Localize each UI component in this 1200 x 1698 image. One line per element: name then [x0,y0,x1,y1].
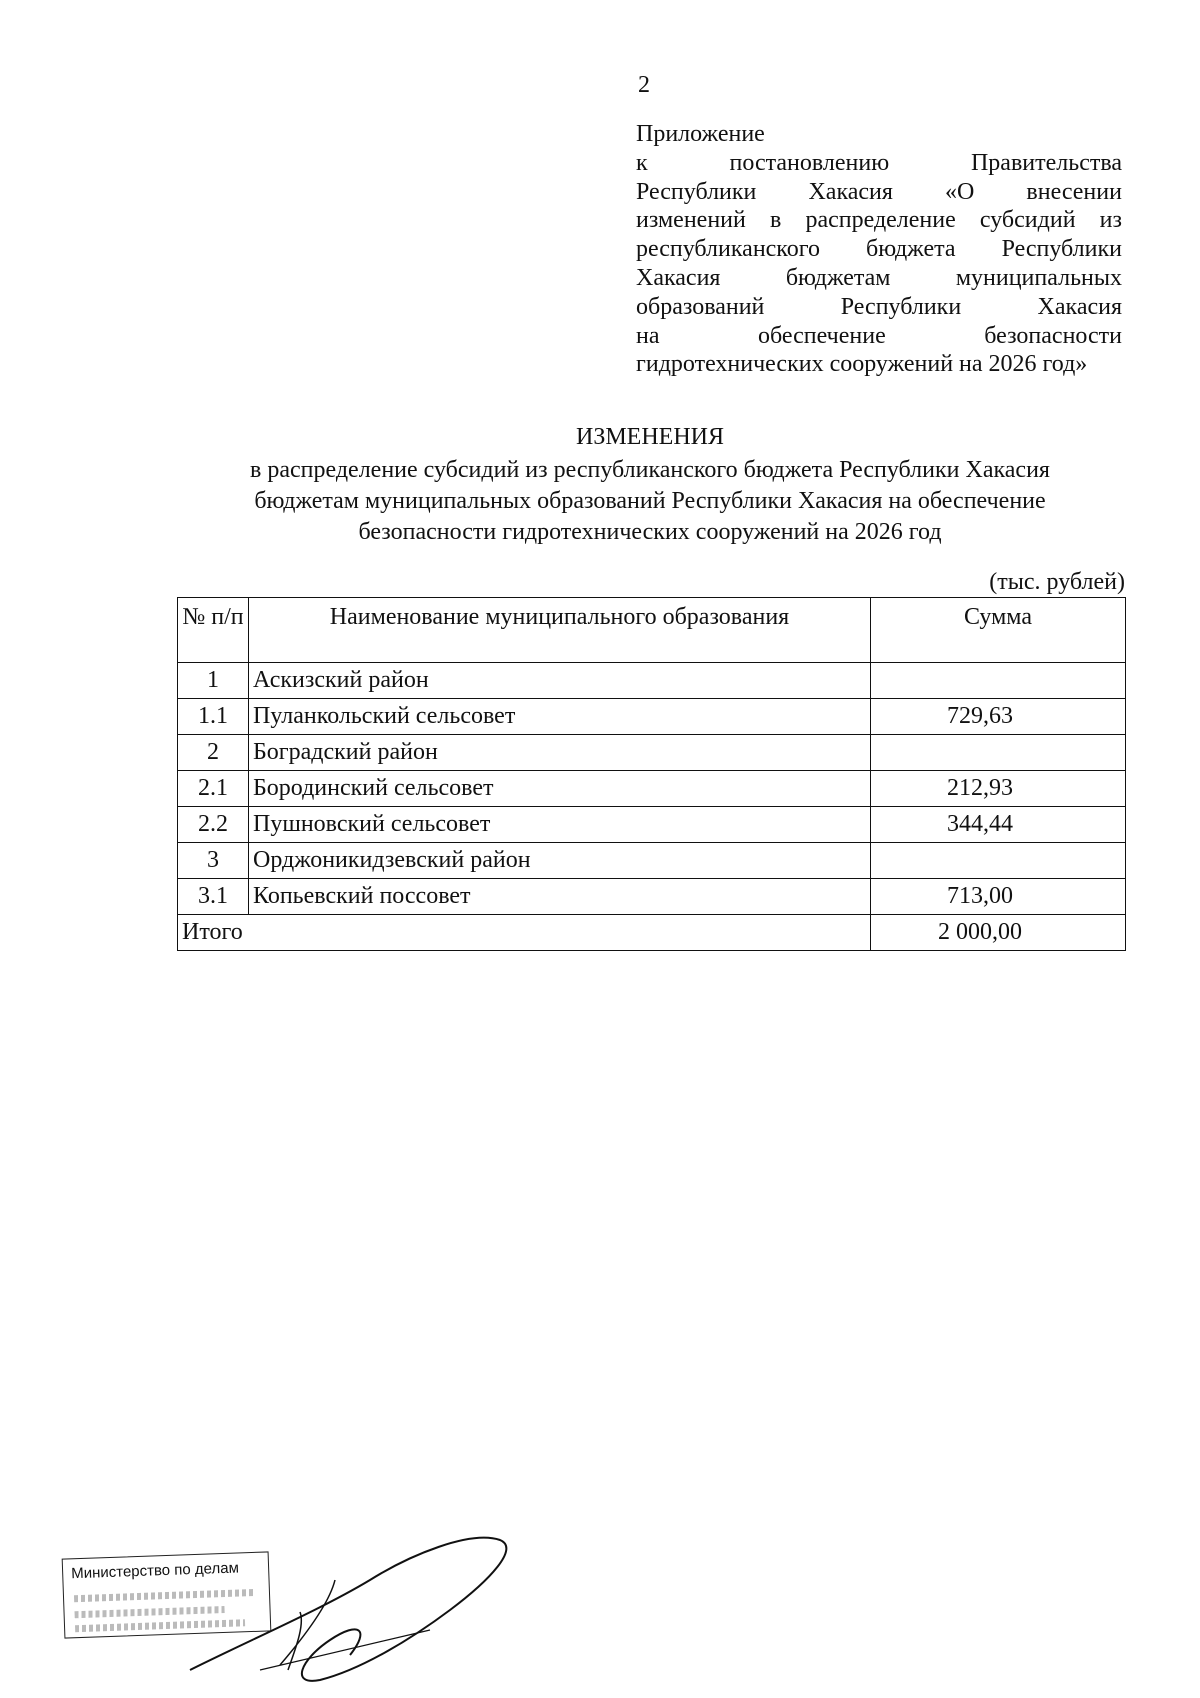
row-number: 3.1 [178,879,249,915]
header-sum: Сумма [871,598,1126,663]
row-number: 2.2 [178,807,249,843]
annex-line [636,350,1122,379]
annex-line [636,149,1122,178]
annex-word: образований [636,293,765,320]
annex-word: на [636,322,660,349]
row-sum: 729,63 [871,699,1126,735]
page-number: 2 [638,72,650,98]
annex-word: постановлению [729,149,890,176]
annex-header [636,120,1122,379]
table-row [178,663,1126,699]
row-number: 1.1 [178,699,249,735]
annex-word: муниципальных [955,264,1122,291]
annex-word: безопасности [984,322,1122,349]
annex-line [636,206,1122,235]
row-name: Аскизский район [249,663,871,699]
annex-word: Правительства [970,149,1122,176]
row-number: 3 [178,843,249,879]
table-row [178,879,1126,915]
row-sum [871,843,1126,879]
row-number: 1 [178,663,249,699]
table-header-row [178,598,1126,663]
units-label: (тыс. рублей) [989,569,1125,595]
annex-line [636,235,1122,264]
row-name: Копьевский поссовет [249,879,871,915]
annex-word: внесении [1026,178,1122,205]
subsidies-table [177,597,1126,951]
row-number: 2.1 [178,771,249,807]
total-row [178,915,1126,951]
annex-word: республиканского [636,236,820,263]
row-sum [871,663,1126,699]
signature [170,1520,530,1690]
row-sum [871,735,1126,771]
document-title: ИЗМЕНЕНИЯ [575,424,725,450]
table-row [178,699,1126,735]
annex-word: Приложение [636,121,765,147]
annex-word: Республики [840,293,962,320]
annex-line [636,293,1122,322]
table-row [178,735,1126,771]
annex-word: Республики [1001,236,1122,263]
annex-word: к [636,149,648,176]
row-sum: 212,93 [871,771,1126,807]
subtitle-line: в распределение субсидий из республиканского бюджета Республики Хакасия [250,457,1050,483]
table-body [178,663,1126,915]
annex-word: гидротехнических сооружений на 2026 год» [636,351,1088,378]
annex-word: обеспечение [757,322,886,349]
annex-word: Хакасия [808,178,893,205]
annex-line [636,264,1122,293]
row-name: Орджоникидзевский район [249,843,871,879]
annex-word: изменений [636,207,746,234]
annex-line [636,178,1122,207]
annex-word: «О [945,178,975,205]
annex-word: Хакасия [636,264,721,291]
total-label: Итого [178,915,871,951]
annex-word: Республики [636,178,757,205]
header-name: Наименование муниципального образования [249,598,871,663]
subtitle-line: безопасности гидротехнических сооружений на 2026 год [358,519,942,545]
row-name: Пушновский сельсовет [249,807,871,843]
annex-word: бюджета [866,236,956,263]
subtitle-line: бюджетам муниципальных образований Республики Хакасия на обеспечение [254,488,1046,514]
table-row [178,807,1126,843]
row-name: Бородинский сельсовет [249,771,871,807]
annex-word: Хакасия [1037,293,1122,320]
total-sum: 2 000,00 [871,915,1126,951]
annex-word: распределение [805,207,956,234]
row-sum: 344,44 [871,807,1126,843]
table-row [178,843,1126,879]
document-subtitle [160,455,1140,548]
annex-word: субсидий [979,207,1076,234]
annex-word: в [769,207,782,234]
annex-line [636,322,1122,351]
annex-word: из [1099,207,1122,234]
annex-word: бюджетам [785,264,891,291]
row-name: Боградский район [249,735,871,771]
header-number-text: № п/п [182,604,244,630]
header-number [178,598,249,663]
row-sum: 713,00 [871,879,1126,915]
row-name: Пуланкольский сельсовет [249,699,871,735]
stamp-text: Министерство по делам [70,1559,240,1583]
table-row [178,771,1126,807]
annex-line [636,120,1122,149]
row-number: 2 [178,735,249,771]
